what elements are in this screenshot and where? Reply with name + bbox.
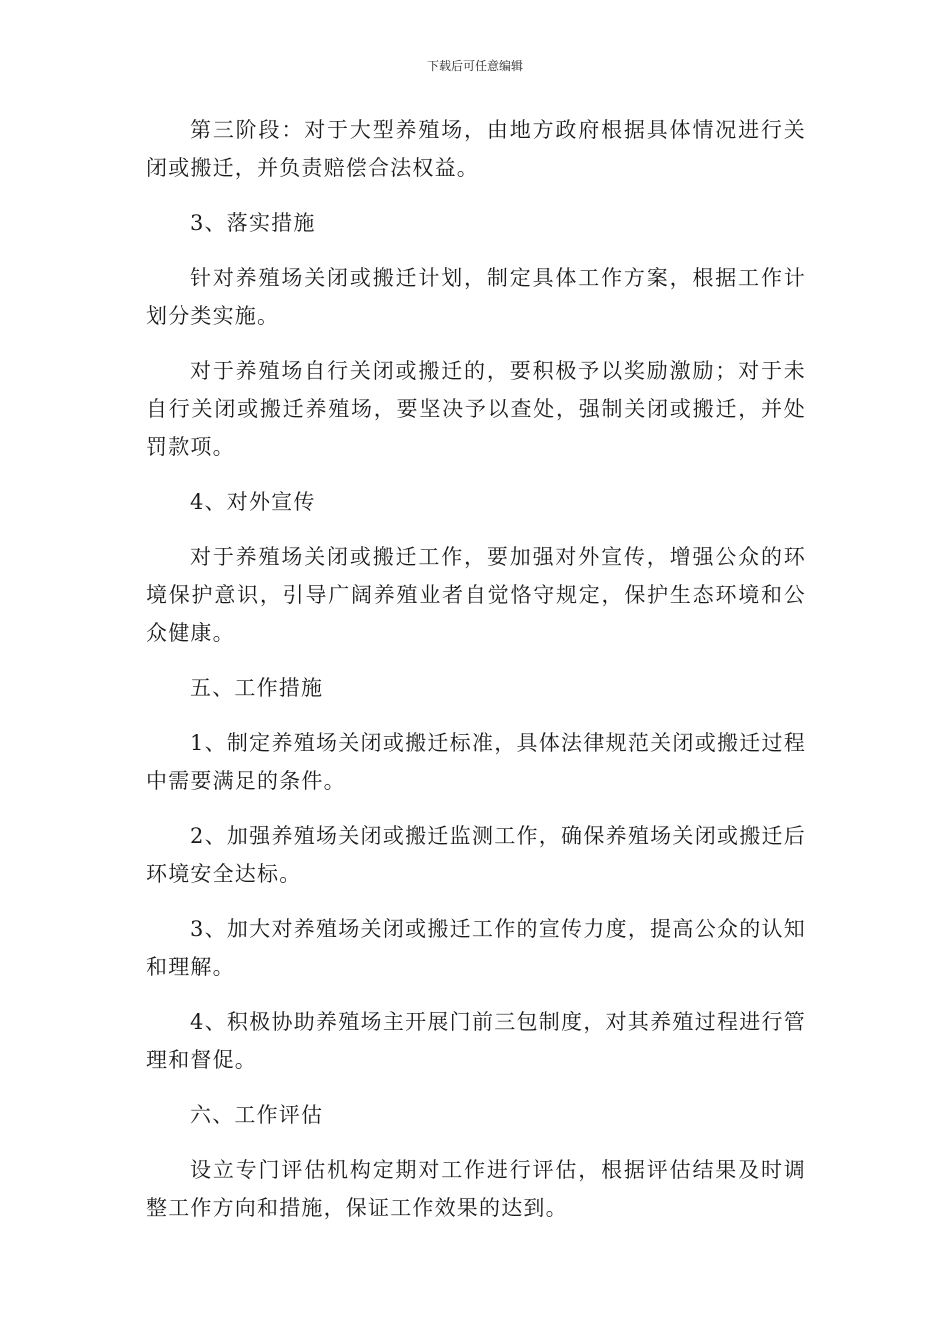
paragraph-publicity: 对于养殖场关闭或搬迁工作，要加强对外宣传，增强公众的环境保护意识，引导广阔养殖业者自觉恪守规定，保护生态环境和公众健康。 <box>146 545 806 645</box>
paragraph-rewards-penalties: 对于养殖场自行关闭或搬迁的，要积极予以奖励激励；对于未自行关闭或搬迁养殖场，要坚决予以查处，强制关闭或搬迁，并处罚款项。 <box>146 359 806 459</box>
paragraph-stage-three: 第三阶段：对于大型养殖场，由地方政府根据具体情况进行关闭或搬迁，并负责赔偿合法权益。 <box>146 118 806 180</box>
paragraph-measure-2: 2、加强养殖场关闭或搬迁监测工作，确保养殖场关闭或搬迁后环境安全达标。 <box>146 824 806 886</box>
paragraph-measure-1: 1、制定养殖场关闭或搬迁标准，具体法律规范关闭或搬迁过程中需要满足的条件。 <box>146 731 806 793</box>
paragraph-measure-4: 4、积极协助养殖场主开展门前三包制度，对其养殖过程进行管理和督促。 <box>146 1010 806 1072</box>
paragraph-work-plan: 针对养殖场关闭或搬迁计划，制定具体工作方案，根据工作计划分类实施。 <box>146 266 806 328</box>
document-body <box>146 111 806 1244</box>
heading-work-measures: 五、工作措施 <box>190 676 324 700</box>
heading-publicity: 4、对外宣传 <box>190 490 316 514</box>
paragraph-evaluation: 设立专门评估机构定期对工作进行评估，根据评估结果及时调整工作方向和措施，保证工作效果的达到。 <box>146 1158 806 1220</box>
heading-implementation-measures: 3、落实措施 <box>190 211 316 235</box>
heading-work-evaluation: 六、工作评估 <box>190 1103 324 1127</box>
page-header: 下载后可任意编辑 <box>426 59 523 73</box>
paragraph-measure-3: 3、加大对养殖场关闭或搬迁工作的宣传力度，提高公众的认知和理解。 <box>146 917 806 979</box>
